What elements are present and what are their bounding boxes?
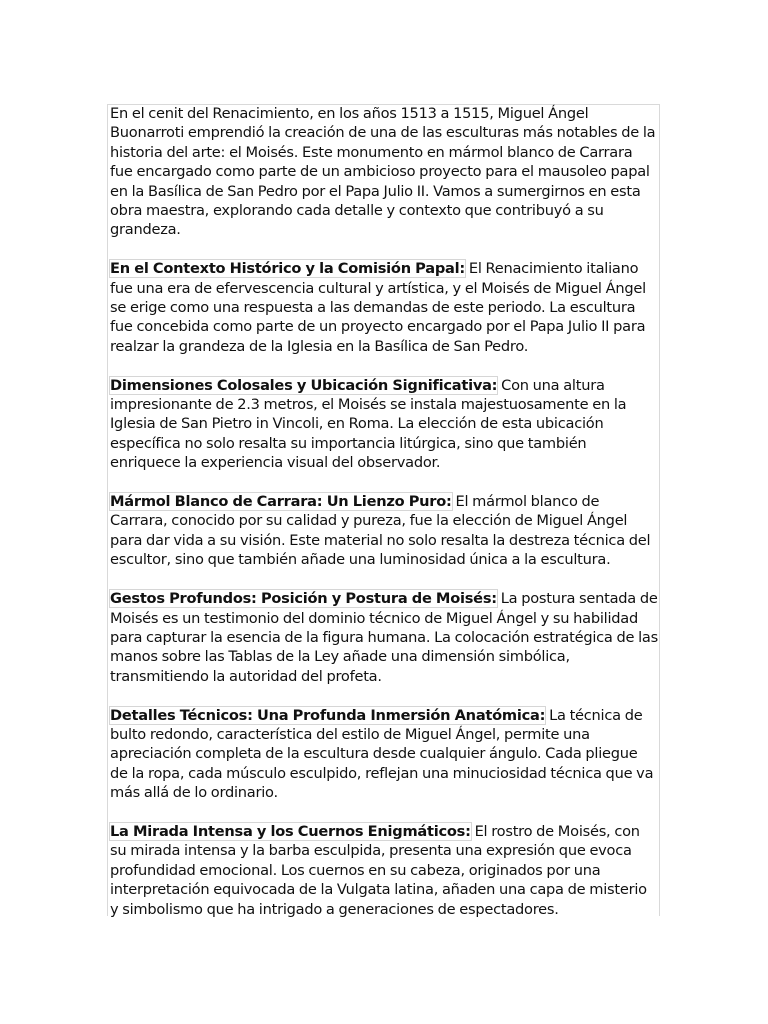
section-heading: La Mirada Intensa y los Cuernos Enigmáticos: (110, 822, 471, 840)
section-heading: Detalles Técnicos: Una Profunda Inmersión Anatómica: (110, 706, 546, 724)
section-body: El mármol blanco de Carrara, conocido por su calidad y pureza, fue la elección de Miguel Ángel para dar vida a su visión. Este material no solo resalta la destreza técnica del escultor, sino que también añade una luminosidad única a la escultura. (110, 493, 651, 569)
section-gaze-horns (110, 822, 658, 919)
section-gestures (110, 589, 658, 686)
section-body: Con una altura impresionante de 2.3 metros, el Moisés se instala majestuosamente en la Iglesia de San Pietro in Vincoli, en Roma. La elección de esta ubicación específica no solo resalta su importancia litúrgica, sino que también enriquece la experiencia visual del observador. (110, 376, 627, 472)
document-body (110, 104, 658, 938)
intro-text: En el cenit del Renacimiento, en los años 1513 a 1515, Miguel Ángel Buonarroti emprendió la creación de una de las esculturas más notables de la historia del arte: el Moisés. Este monumento en mármol blanco de Carrara fue encargado como parte de un ambicioso proyecto para el mausoleo papal en la Basílica de San Pedro por el Papa Julio II. Vamos a sumergirnos en esta obra maestra, explorando cada detalle y contexto que contribuyó a su grandeza. (110, 105, 656, 239)
section-heading: En el Contexto Histórico y la Comisión Papal: (110, 260, 465, 278)
section-technical-details (110, 706, 658, 803)
section-dimensions (110, 376, 658, 473)
section-heading: Mármol Blanco de Carrara: Un Lienzo Puro: (110, 493, 452, 511)
section-body: La técnica de bulto redondo, característica del estilo de Miguel Ángel, permite una apreciación completa de la escultura desde cualquier ángulo. Cada pliegue de la ropa, cada músculo esculpido, reflejan una minuciosidad técnica que va más allá de lo ordinario. (110, 706, 654, 802)
section-body: La postura sentada de Moisés es un testimonio del dominio técnico de Miguel Ángel y su habilidad para capturar la esencia de la figura humana. La colocación estratégica de las manos sobre las Tablas de la Ley añade una dimensión simbólica, transmitiendo la autoridad del profeta. (110, 590, 658, 685)
section-body: El rostro de Moisés, con su mirada intensa y la barba esculpida, presenta una expresión que evoca profundidad emocional. Los cuernos en su cabeza, originados por una interpretación equivocada de la Vulgata latina, añaden una capa de misterio y simbolismo que ha intrigado a generaciones de espectadores. (110, 822, 647, 918)
intro-paragraph (110, 104, 658, 240)
section-heading: Gestos Profundos: Posición y Postura de Moisés: (110, 590, 497, 608)
section-body: El Renacimiento italiano fue una era de efervescencia cultural y artística, y el Moisés de Miguel Ángel se erige como una respuesta a las demandas de este periodo. La escultura fue concebida como parte de un proyecto encargado por el Papa Julio II para realzar la grandeza de la Iglesia en la Basílica de San Pedro. (110, 260, 646, 355)
section-heading: Dimensiones Colosales y Ubicación Significativa: (110, 376, 498, 394)
section-marble (110, 492, 658, 570)
section-historical-context (110, 259, 658, 356)
